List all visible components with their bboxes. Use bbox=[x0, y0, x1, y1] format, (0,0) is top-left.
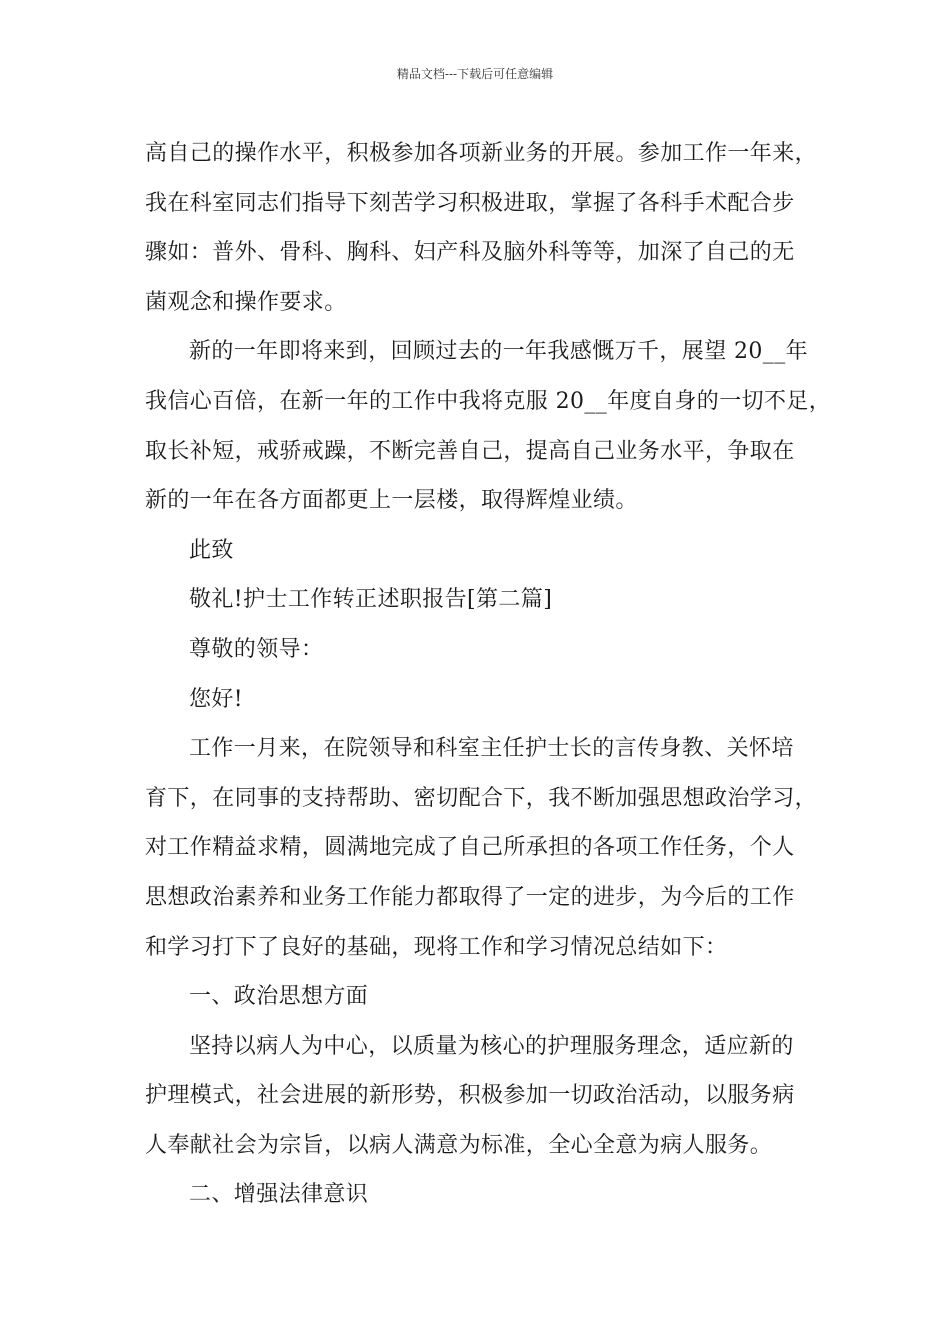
text-line: 和学习打下了良好的基础，现将工作和学习情况总结如下： bbox=[145, 934, 728, 960]
text-line: 骤如：普外、骨科、胸科、妇产科及脑外科等等，加深了自己的无 bbox=[145, 240, 795, 266]
paragraph-first-line: 工作一月来，在院领导和科室主任护士长的言传身教、关怀培 bbox=[189, 736, 794, 762]
text-line: 思想政治素养和业务工作能力都取得了一定的进步，为今后的工作 bbox=[145, 884, 795, 910]
page-header: 精品文档---下载后可任意编辑 bbox=[396, 67, 554, 81]
section-heading: 二、增强法律意识 bbox=[189, 1182, 369, 1208]
text-line: 我在科室同志们指导下刻苦学习积极进取，掌握了各科手术配合步 bbox=[145, 190, 795, 216]
paragraph-first-line: 新的一年即将来到，回顾过去的一年我感慨万千，展望 20__年 bbox=[189, 339, 808, 365]
paragraph-first-line: 坚持以病人为中心，以质量为核心的护理服务理念，适应新的 bbox=[189, 1033, 794, 1059]
text-line: 菌观念和操作要求。 bbox=[145, 289, 347, 315]
text-line: 取长补短，戒骄戒躁，不断完善自己，提高自己业务水平，争取在 bbox=[145, 438, 795, 464]
text-line: 高自己的操作水平，积极参加各项新业务的开展。参加工作一年来， bbox=[145, 141, 818, 166]
text-line: 对工作精益求精，圆满地完成了自己所承担的各项工作任务，个人 bbox=[145, 835, 795, 861]
text-line: 人奉献社会为宗旨，以病人满意为标准，全心全意为病人服务。 bbox=[145, 1132, 773, 1158]
document-body bbox=[145, 129, 835, 1220]
section-title: 敬礼!护士工作转正述职报告[第二篇] bbox=[189, 587, 553, 613]
closing-salutation: 此致 bbox=[189, 537, 234, 563]
text-line: 护理模式，社会进展的新形势，积极参加一切政治活动，以服务病 bbox=[145, 1083, 795, 1109]
text-line: 我信心百倍，在新一年的工作中我将克服 20__年度自身的一切不足， bbox=[145, 388, 832, 414]
text-line: 新的一年在各方面都更上一层楼，取得辉煌业绩。 bbox=[145, 488, 638, 514]
greeting: 您好! bbox=[189, 686, 244, 712]
greeting-recipient: 尊敬的领导： bbox=[189, 636, 324, 662]
text-line: 育下，在同事的支持帮助、密切配合下，我不断加强思想政治学习， bbox=[145, 785, 818, 811]
section-heading: 一、政治思想方面 bbox=[189, 984, 369, 1010]
